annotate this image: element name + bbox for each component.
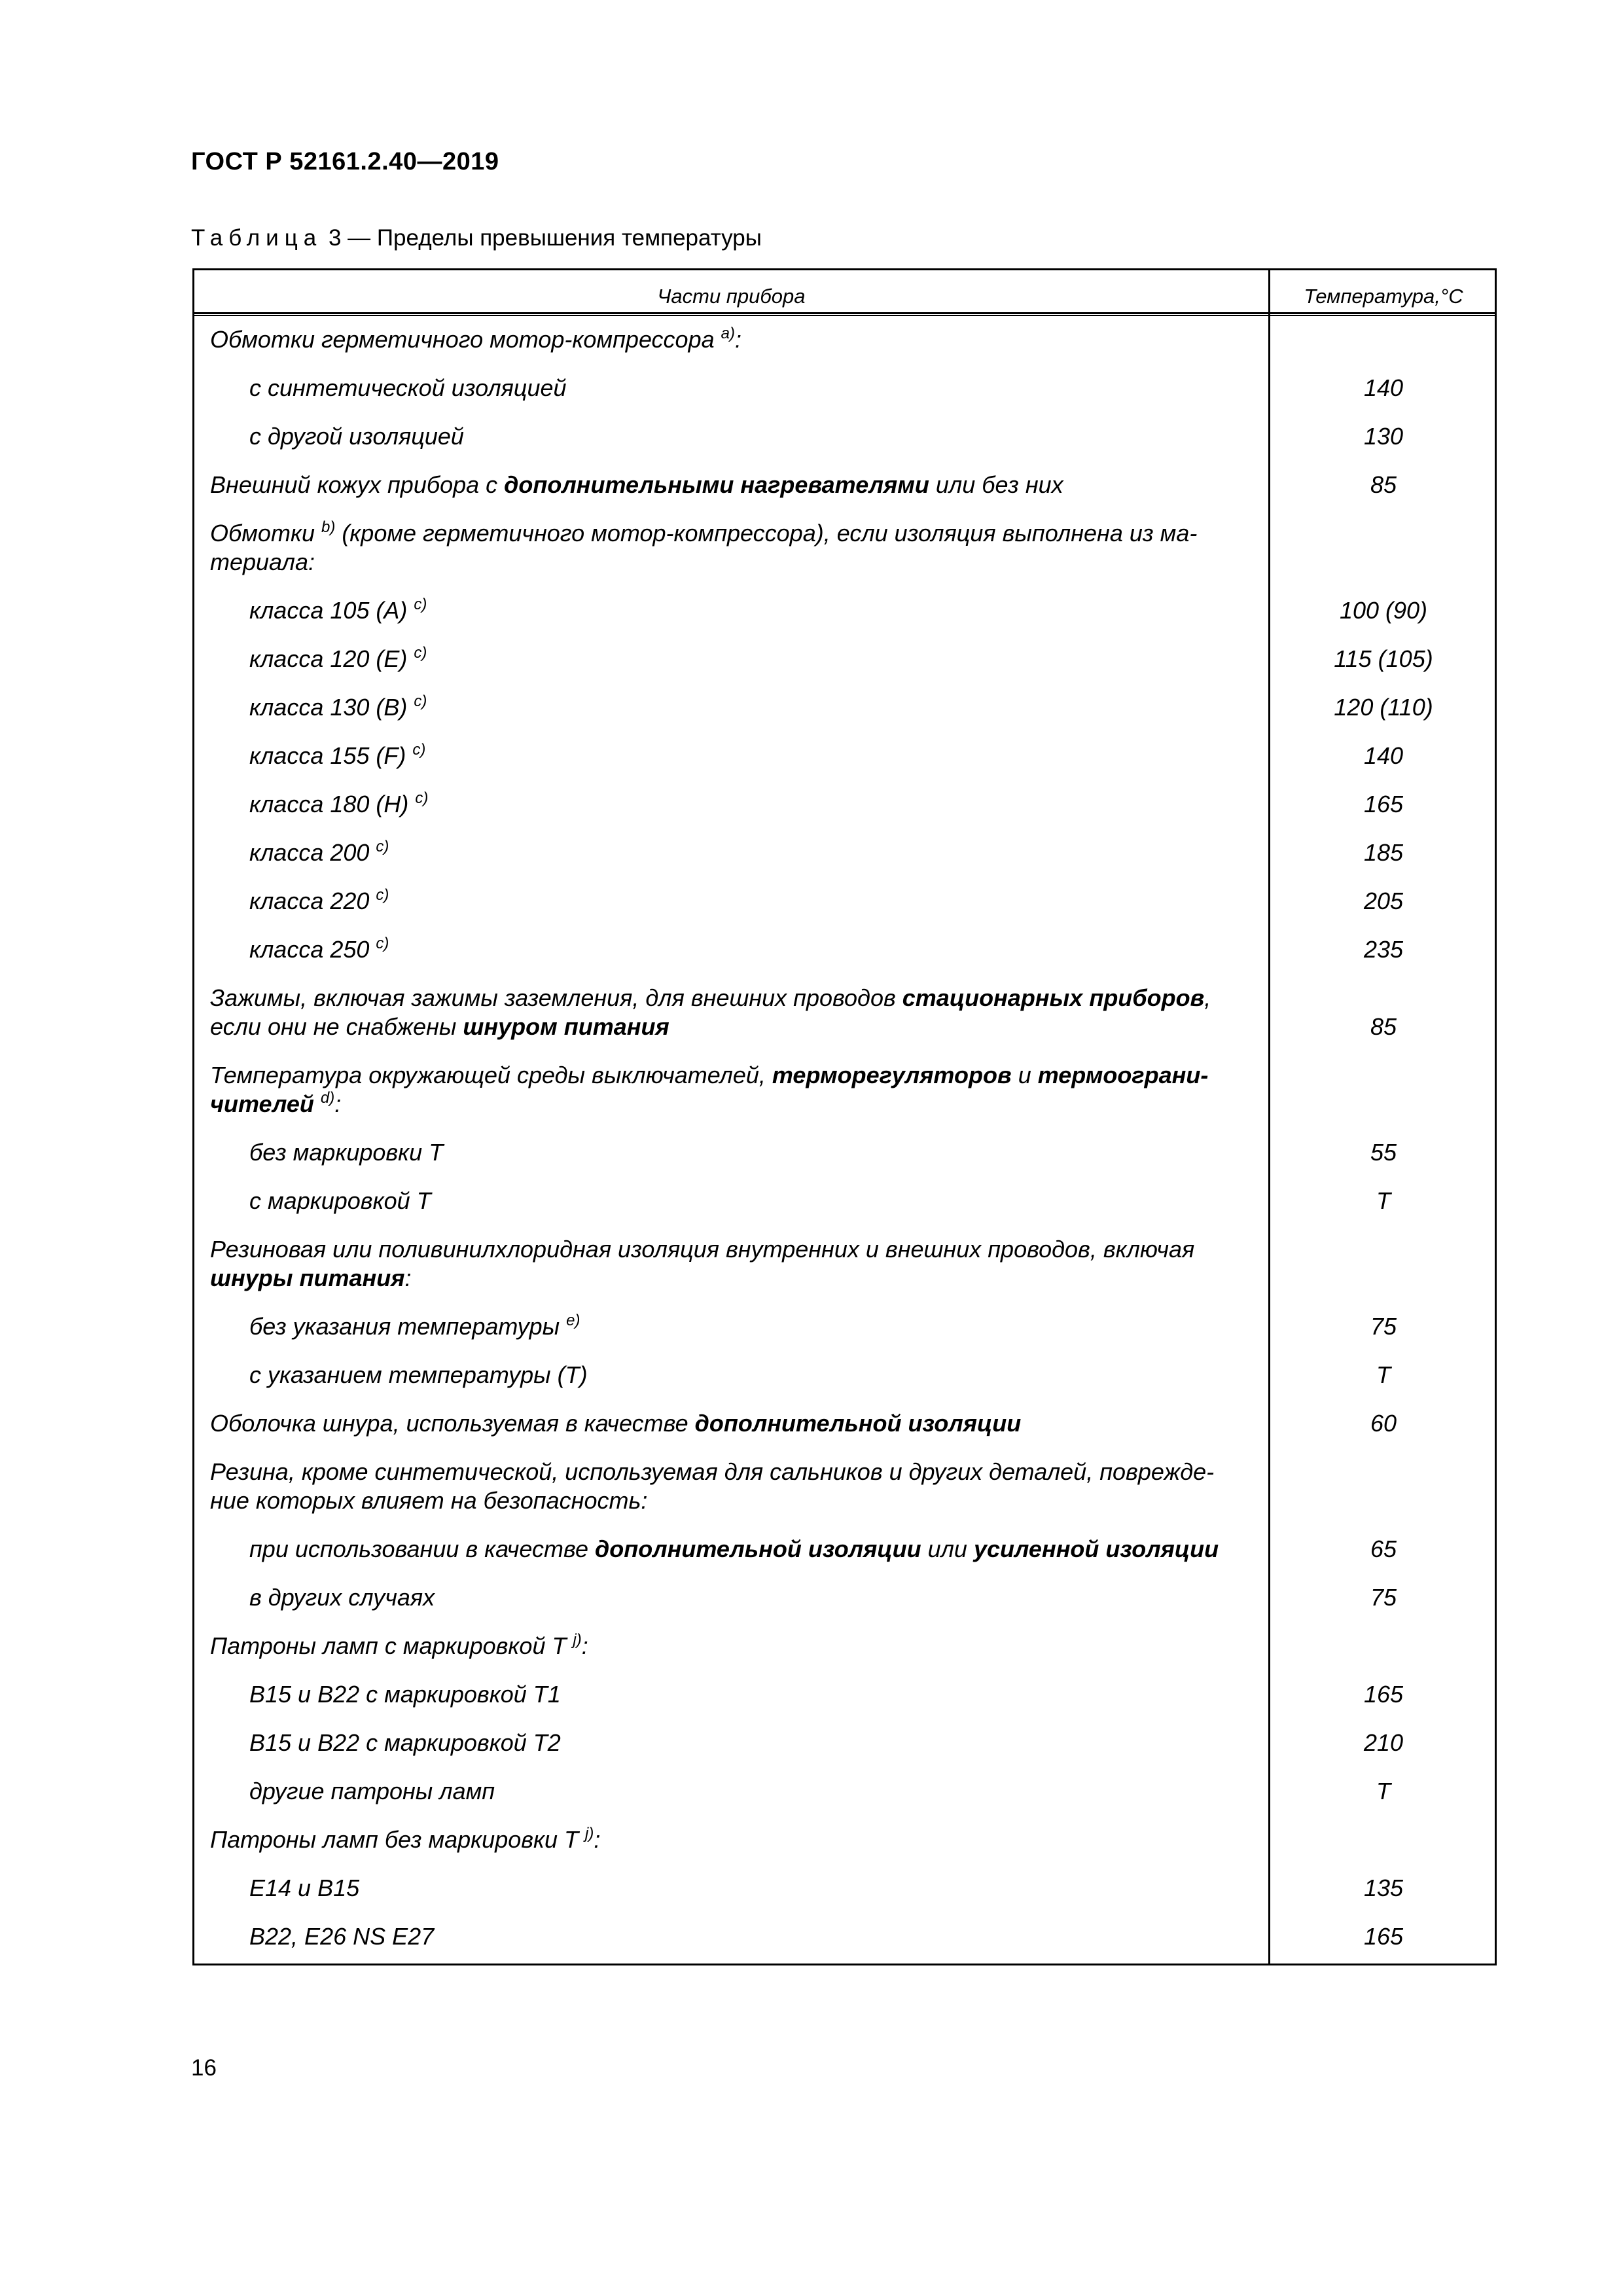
row-temperature: T xyxy=(1376,1778,1391,1804)
text-segment: класса 105 (А) xyxy=(249,597,414,624)
defined-term: дополнительной изоляции xyxy=(694,1410,1022,1437)
row-part-text xyxy=(210,1090,1252,1119)
row-temperature: 165 xyxy=(1363,791,1404,817)
row-temperature: 75 xyxy=(1370,1313,1397,1340)
header-divider xyxy=(194,312,1495,316)
text-segment: E14 и B15 xyxy=(249,1874,360,1901)
defined-term: стационарных приборов xyxy=(902,984,1205,1011)
text-segment: Патроны ламп с маркировкой Т xyxy=(210,1632,573,1659)
footnote-marker: b) xyxy=(321,518,336,536)
row-part-text xyxy=(249,742,1252,770)
row-temperature: 140 xyxy=(1363,742,1404,769)
text-segment: Оболочка шнура, используемая в качестве xyxy=(210,1410,695,1437)
row-part-text xyxy=(249,1680,1252,1709)
document-code: ГОСТ Р 52161.2.40—2019 xyxy=(191,148,499,175)
row-temperature: 55 xyxy=(1370,1139,1397,1166)
text-segment: Резиновая или поливинилхлоридная изоляция внутренних и внешних проводов, включая xyxy=(210,1236,1195,1263)
row-part-text xyxy=(249,1777,1252,1806)
text-segment: Температура окружающей среды выключателей, xyxy=(210,1062,772,1088)
row-part-text xyxy=(249,693,1252,722)
row-part-text xyxy=(249,1874,1252,1903)
row-part-text xyxy=(210,1825,1252,1854)
row-part-text xyxy=(249,422,1252,451)
row-temperature: 185 xyxy=(1363,839,1404,866)
row-part-text xyxy=(210,548,1252,577)
row-part-text xyxy=(249,1187,1252,1215)
row-part-text xyxy=(249,790,1252,819)
text-segment: В15 и В22 с маркировкой Т2 xyxy=(249,1729,561,1756)
row-temperature: T xyxy=(1376,1187,1391,1214)
row-temperature: 130 xyxy=(1363,423,1404,450)
footnote-marker: j) xyxy=(585,1825,594,1842)
column-header-part: Части прибора xyxy=(657,285,806,308)
text-segment: : xyxy=(581,1632,588,1659)
row-part-text xyxy=(249,935,1252,964)
row-part-text xyxy=(249,1922,1252,1951)
text-segment: (кроме герметичного мотор-компрессора), если изоляция выполнена из ма- xyxy=(335,520,1198,547)
text-segment: : xyxy=(734,326,741,353)
row-temperature: 60 xyxy=(1370,1410,1397,1437)
row-temperature: 75 xyxy=(1370,1584,1397,1611)
text-segment: с маркировкой T xyxy=(249,1187,431,1214)
row-temperature: 100 (90) xyxy=(1339,597,1428,624)
text-segment: B22, E26 NS E27 xyxy=(249,1923,435,1950)
row-temperature: 85 xyxy=(1370,1013,1397,1040)
column-divider xyxy=(1268,270,1270,1964)
text-segment: без маркировки T xyxy=(249,1139,444,1166)
defined-term: шнуром питания xyxy=(463,1013,669,1040)
row-temperature: 135 xyxy=(1363,1874,1404,1901)
text-segment: в других случаях xyxy=(249,1584,435,1611)
row-temperature: 165 xyxy=(1363,1923,1404,1950)
defined-term: шнуры питания xyxy=(210,1265,405,1291)
footnote-marker: c) xyxy=(376,886,389,904)
row-temperature: 140 xyxy=(1363,374,1404,401)
footnote-marker: e) xyxy=(566,1312,580,1329)
text-segment: ние которых влияет на безопасность: xyxy=(210,1487,648,1514)
row-part-text xyxy=(210,519,1252,548)
text-segment: с указанием температуры (T) xyxy=(249,1361,588,1388)
table-caption xyxy=(191,225,762,251)
text-segment: Внешний кожух прибора с xyxy=(210,471,505,498)
text-segment: В15 и В22 с маркировкой Т1 xyxy=(249,1681,561,1708)
text-segment: класса 120 (E) xyxy=(249,645,414,672)
row-part-text xyxy=(210,1486,1252,1515)
row-part-text xyxy=(210,325,1252,354)
defined-term: усиленной изоляции xyxy=(973,1535,1219,1562)
defined-term: дополнительной изоляции xyxy=(595,1535,921,1562)
footnote-marker: a) xyxy=(721,325,735,342)
row-part-text xyxy=(249,596,1252,625)
text-segment: с синтетической изоляцией xyxy=(249,374,567,401)
row-temperature: 165 xyxy=(1363,1681,1404,1708)
row-part-text xyxy=(249,887,1252,916)
footnote-marker: c) xyxy=(414,596,427,613)
row-part-text xyxy=(249,1138,1252,1167)
text-segment: класса 200 xyxy=(249,839,376,866)
column-header-temperature: Температура,°C xyxy=(1304,285,1463,308)
text-segment: : xyxy=(404,1265,412,1291)
text-segment: класса 250 xyxy=(249,936,376,963)
row-temperature: 235 xyxy=(1363,936,1404,963)
row-part-text xyxy=(210,1458,1252,1486)
temperature-limits-table xyxy=(192,268,1497,1965)
text-segment: или без них xyxy=(929,471,1063,498)
row-part-text xyxy=(210,1409,1252,1438)
text-segment: Зажимы, включая зажимы заземления, для внешних проводов xyxy=(210,984,902,1011)
row-part-text xyxy=(249,645,1252,673)
text-segment: если они не снабжены xyxy=(210,1013,463,1040)
text-segment: или xyxy=(921,1535,974,1562)
footnote-marker: c) xyxy=(414,644,427,662)
row-temperature: 205 xyxy=(1363,888,1404,914)
text-segment: класса 220 xyxy=(249,888,376,914)
page-number: 16 xyxy=(191,2055,217,2081)
text-segment: Обмотки герметичного мотор-компрессора xyxy=(210,326,721,353)
text-segment: : xyxy=(594,1826,601,1853)
row-part-text xyxy=(249,1729,1252,1757)
footnote-marker: j) xyxy=(573,1631,582,1649)
text-segment: при использовании в качестве xyxy=(249,1535,596,1562)
row-part-text xyxy=(210,471,1252,499)
row-temperature: 65 xyxy=(1370,1535,1397,1562)
footnote-marker: c) xyxy=(376,935,389,952)
text-segment: териала: xyxy=(210,548,315,575)
row-part-text xyxy=(210,984,1252,1013)
footnote-marker: d) xyxy=(320,1089,335,1107)
row-part-text xyxy=(249,1361,1252,1390)
row-temperature: T xyxy=(1376,1361,1391,1388)
row-part-text xyxy=(249,838,1252,867)
footnote-marker: c) xyxy=(376,838,389,855)
row-part-text xyxy=(210,1632,1252,1660)
text-segment: без указания температуры xyxy=(249,1313,567,1340)
row-temperature: 85 xyxy=(1370,471,1397,498)
row-temperature: 115 (105) xyxy=(1334,645,1433,672)
text-segment: Обмотки xyxy=(210,520,321,547)
table-caption-text: 3 — Пределы превышения температуры xyxy=(328,225,762,251)
row-part-text xyxy=(249,1583,1252,1612)
defined-term: термоограни- xyxy=(1037,1062,1209,1088)
text-segment xyxy=(314,1090,321,1117)
text-segment: и xyxy=(1011,1062,1038,1088)
text-segment: класса 155 (F) xyxy=(249,742,413,769)
defined-term: чителей xyxy=(210,1090,314,1117)
table-caption-word: Таблица xyxy=(191,225,323,251)
row-part-text xyxy=(249,1312,1252,1341)
row-temperature: 210 xyxy=(1363,1729,1404,1756)
row-part-text xyxy=(249,374,1252,403)
footnote-marker: c) xyxy=(414,692,427,710)
text-segment: : xyxy=(334,1090,342,1117)
text-segment: Резина, кроме синтетической, используемая для сальников и других деталей, поврежде- xyxy=(210,1458,1215,1485)
row-temperature: 120 (110) xyxy=(1334,694,1433,721)
defined-term: дополнительными нагревателями xyxy=(504,471,929,498)
row-part-text xyxy=(249,1535,1252,1564)
text-segment: с другой изоляцией xyxy=(249,423,464,450)
text-segment: , xyxy=(1204,984,1211,1011)
row-part-text xyxy=(210,1235,1252,1264)
text-segment: другие патроны ламп xyxy=(249,1778,495,1804)
footnote-marker: c) xyxy=(412,741,426,759)
defined-term: терморегуляторов xyxy=(772,1062,1012,1088)
text-segment: класса 130 (B) xyxy=(249,694,414,721)
text-segment: класса 180 (H) xyxy=(249,791,416,817)
row-part-text xyxy=(210,1264,1252,1293)
text-segment: Патроны ламп без маркировки Т xyxy=(210,1826,586,1853)
row-part-text xyxy=(210,1061,1252,1090)
row-part-text xyxy=(210,1013,1252,1041)
footnote-marker: c) xyxy=(415,789,429,807)
